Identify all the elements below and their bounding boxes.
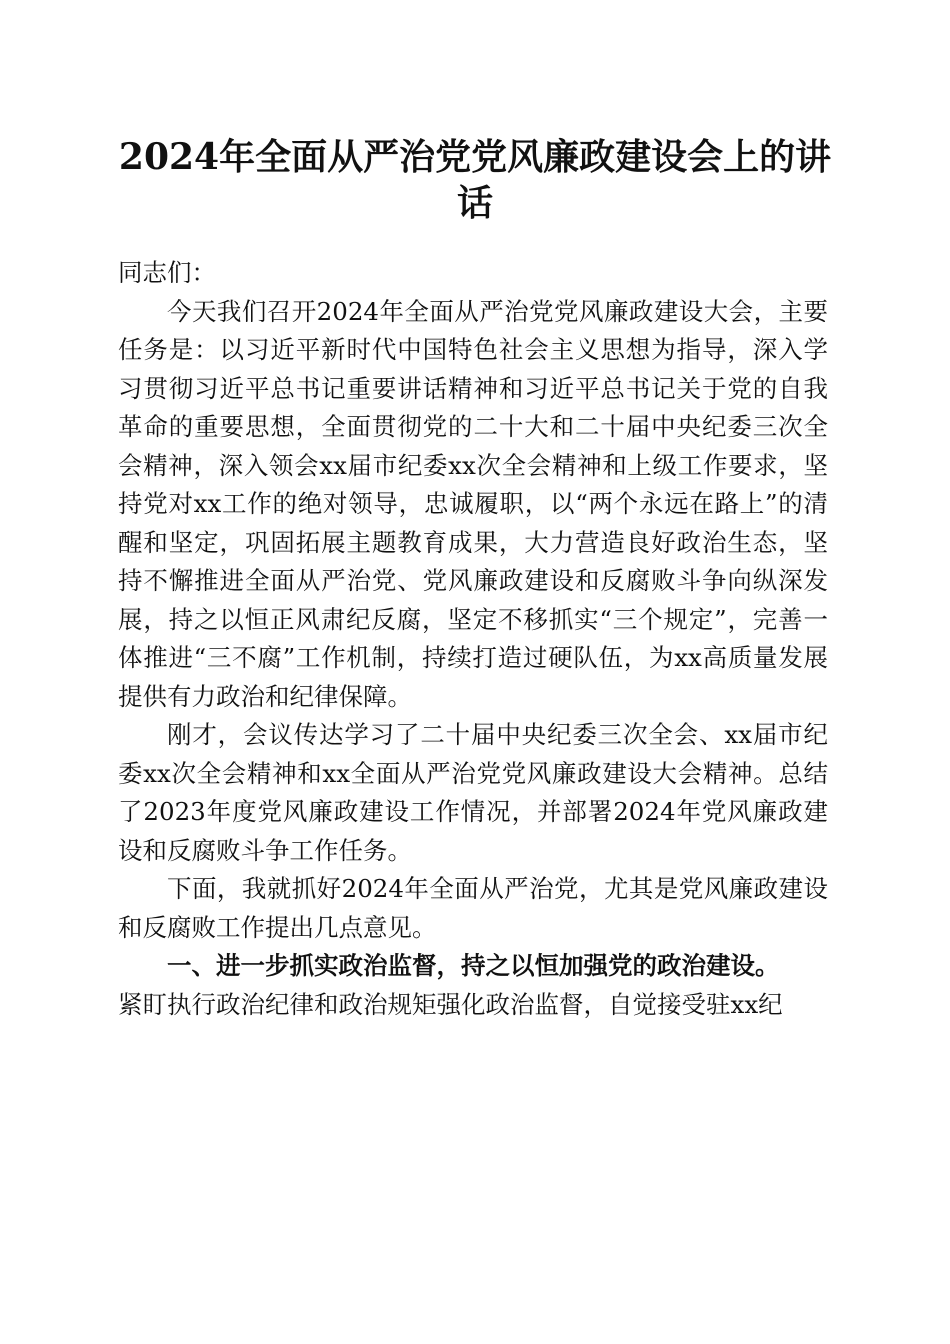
- document-title: 2024年全面从严治党党风廉政建设会上的讲话: [118, 136, 832, 224]
- section-text: 紧盯执行政治纪律和政治规矩强化政治监督，自觉接受驻xx纪: [118, 989, 783, 1019]
- paragraph-summary: 刚才，会议传达学习了二十届中央纪委三次全会、xx届市纪委xx次全会精神和xx全面从严治党党风廉政建设大会精神。总结了2023年度党风廉政建设工作情况，并部署2024年党风廉政建设和反腐败斗争工作任务。: [118, 720, 828, 865]
- paragraph-intro: 今天我们召开2024年全面从严治党党风廉政建设大会，主要任务是：以习近平新时代中国特色社会主义思想为指导，深入学习贯彻习近平总书记重要讲话精神和习近平总书记关于党的自我革命的重要思想，全面贯彻党的二十大和二十届中央纪委三次全会精神，深入领会xx届市纪委xx次全会精神和上级工作要求，坚持党对xx工作的绝对领导，忠诚履职，以“两个永远在路上”的清醒和坚定，巩固拓展主题教育成果，大力营造良好政治生态，坚持不懈推进全面从严治党、党风廉政建设和反腐败斗争向纵深发展，持之以恒正风肃纪反腐，坚定不移抓实“三个规定”，完善一体推进“三不腐”工作机制，持续打造过硬队伍，为xx高质量发展提供有力政治和纪律保障。: [118, 296, 828, 711]
- paragraph-transition: 下面，我就抓好2024年全面从严治党，尤其是党风廉政建设和反腐败工作提出几点意见。: [118, 874, 828, 942]
- salutation: 同志们：: [118, 258, 216, 287]
- section-heading: 一、进一步抓实政治监督，持之以恒加强党的政治建设。: [167, 951, 780, 980]
- document-body: [118, 254, 828, 1024]
